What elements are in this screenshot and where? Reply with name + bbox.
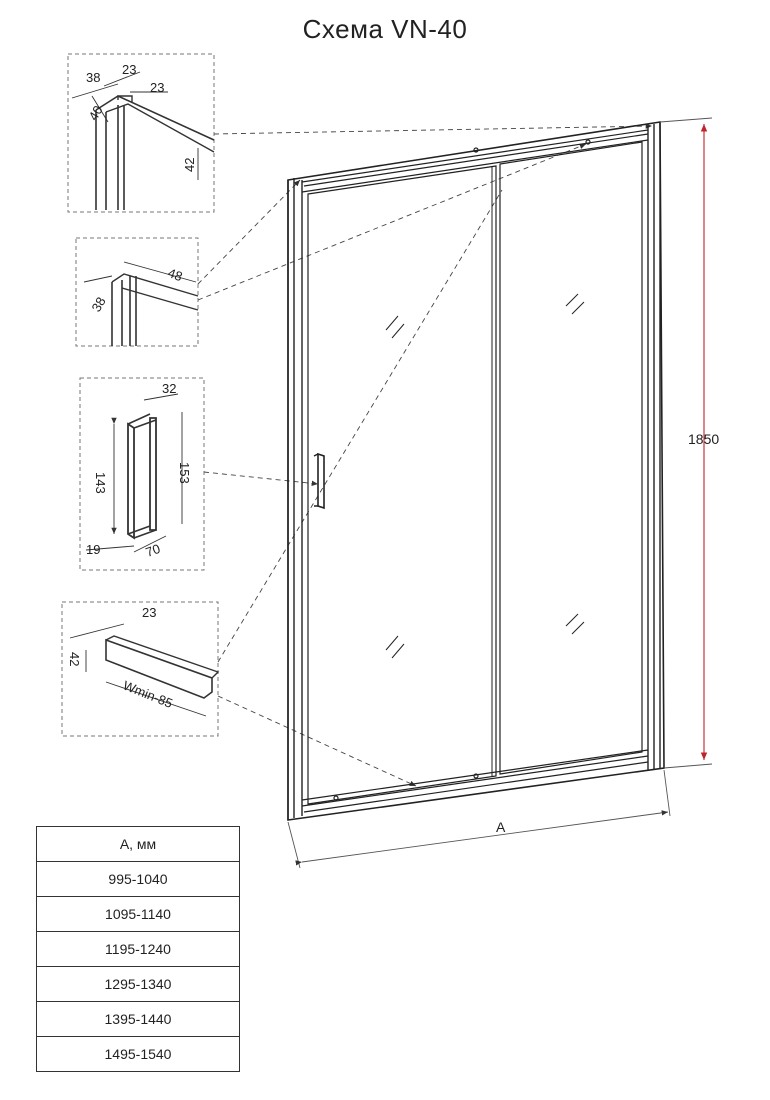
table-cell: 1095-1140 bbox=[37, 897, 240, 932]
dim-38-top: 38 bbox=[86, 70, 101, 85]
table-row bbox=[37, 862, 240, 897]
height-label: 1850 bbox=[688, 431, 720, 447]
table-row bbox=[37, 1037, 240, 1072]
table-cell: 1395-1440 bbox=[37, 1002, 240, 1037]
table-cell: 1195-1240 bbox=[37, 932, 240, 967]
dim-40-top: 40 bbox=[85, 103, 106, 124]
dim-19-handle: 19 bbox=[86, 542, 101, 557]
table-row bbox=[37, 1002, 240, 1037]
detail-upper-guide bbox=[76, 238, 198, 346]
table-row bbox=[37, 827, 240, 862]
size-table bbox=[36, 826, 240, 1072]
table-cell: 1495-1540 bbox=[37, 1037, 240, 1072]
width-dimension bbox=[288, 770, 670, 868]
dim-23-top-a: 23 bbox=[122, 62, 137, 77]
dim-32-handle: 32 bbox=[162, 381, 177, 396]
table-row bbox=[37, 932, 240, 967]
dim-48-upper: 48 bbox=[165, 265, 185, 285]
width-label: A bbox=[496, 819, 506, 835]
dim-wmin-profile: Wmin-85 bbox=[121, 677, 175, 711]
dim-38-upper: 38 bbox=[88, 294, 109, 315]
dim-42-profile: 42 bbox=[67, 652, 82, 667]
table-header: А, мм bbox=[37, 827, 240, 862]
dim-153-handle: 153 bbox=[177, 462, 192, 484]
shower-door bbox=[288, 122, 664, 820]
detail-bottom-profile bbox=[62, 602, 218, 736]
leader-lines bbox=[198, 126, 652, 786]
table-row bbox=[37, 967, 240, 1002]
dim-143-handle: 143 bbox=[93, 472, 108, 494]
dim-23-profile: 23 bbox=[142, 605, 157, 620]
dim-42-top: 42 bbox=[182, 157, 197, 172]
dim-23-top-b: 23 bbox=[150, 80, 165, 95]
dim-70-handle: 70 bbox=[143, 540, 163, 560]
table-cell: 1295-1340 bbox=[37, 967, 240, 1002]
diagram-title: Схема VN-40 bbox=[302, 14, 468, 44]
table-cell: 995-1040 bbox=[37, 862, 240, 897]
table-row bbox=[37, 897, 240, 932]
